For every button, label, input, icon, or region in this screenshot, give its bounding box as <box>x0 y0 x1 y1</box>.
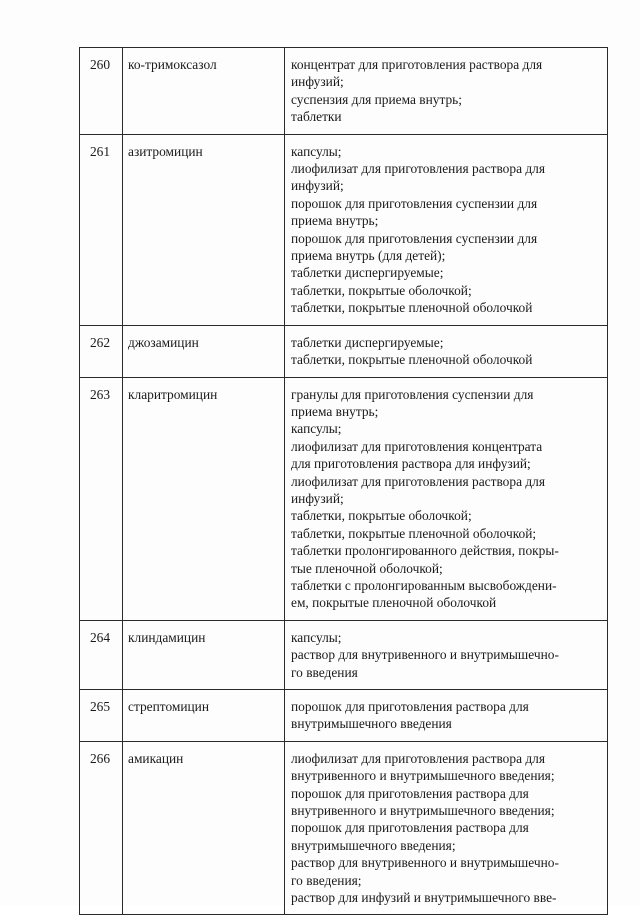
dosage-form-line: внутримышечного введения <box>291 716 452 732</box>
dosage-form-line: го введения <box>291 664 358 680</box>
dosage-form-line: порошок для приготовления раствора для <box>291 785 529 801</box>
drug-name: стрептомицин <box>123 690 285 742</box>
dosage-form-line: лиофилизат для приготовления раствора для <box>291 473 546 489</box>
dosage-form-line: капсулы; <box>291 629 342 645</box>
dosage-form-line: суспензия для приема внутрь; <box>291 91 463 107</box>
dosage-forms <box>285 741 608 915</box>
dosage-form-line: таблетки <box>291 109 342 125</box>
dosage-form-line: таблетки, покрытые оболочкой; <box>291 508 472 524</box>
dosage-form-line: раствор для внутривенного и внутримышечно- <box>291 855 559 871</box>
dosage-form-line: таблетки диспергируемые; <box>291 265 444 281</box>
dosage-form-line: порошок для приготовления суспензии для <box>291 230 538 246</box>
dosage-form-line: капсулы; <box>291 143 342 159</box>
drug-name: джозамицин <box>123 325 285 377</box>
dosage-form-line: внутримышечного введения; <box>291 837 456 853</box>
row-number: 263 <box>80 377 123 620</box>
dosage-forms <box>285 325 608 377</box>
dosage-form-line: инфузий; <box>291 178 344 194</box>
row-number: 261 <box>80 134 123 325</box>
dosage-form-line: порошок для приготовления раствора для <box>291 699 529 714</box>
dosage-form-line: раствор для инфузий и внутримышечного вве- <box>291 890 557 906</box>
dosage-form-line: таблетки диспергируемые; <box>291 334 444 350</box>
drug-name: амикацин <box>123 741 285 915</box>
drug-name: азитромицин <box>123 134 285 325</box>
dosage-forms <box>285 134 608 325</box>
table-row <box>80 48 608 135</box>
dosage-form-line: концентрат для приготовления раствора для <box>291 57 543 72</box>
medication-table <box>79 47 608 915</box>
table-row <box>80 620 608 689</box>
dosage-form-line: раствор для внутривенного и внутримышечно- <box>291 647 559 663</box>
table-row <box>80 690 608 742</box>
dosage-form-line: для приготовления раствора для инфузий; <box>291 456 531 472</box>
dosage-form-line: инфузий; <box>291 74 344 90</box>
table-row <box>80 741 608 915</box>
dosage-form-line: приема внутрь (для детей); <box>291 248 446 264</box>
dosage-form-line: гранулы для приготовления суспензии для <box>291 386 534 402</box>
dosage-form-line: таблетки с пролонгированным высвобождени- <box>291 577 557 593</box>
table-row <box>80 325 608 377</box>
dosage-form-line: лиофилизат для приготовления раствора для <box>291 750 546 766</box>
dosage-form-line: порошок для приготовления суспензии для <box>291 195 538 211</box>
row-number: 262 <box>80 325 123 377</box>
dosage-form-line: порошок для приготовления раствора для <box>291 820 529 836</box>
dosage-form-line: таблетки пролонгированного действия, покры- <box>291 543 559 559</box>
dosage-forms <box>285 48 608 135</box>
dosage-forms <box>285 620 608 689</box>
drug-name: кларитромицин <box>123 377 285 620</box>
dosage-form-line: внутривенного и внутримышечного введения; <box>291 803 555 819</box>
row-number: 260 <box>80 48 123 135</box>
dosage-form-line: внутривенного и внутримышечного введения; <box>291 768 555 784</box>
dosage-form-line: лиофилизат для приготовления раствора для <box>291 161 546 177</box>
table-row <box>80 134 608 325</box>
dosage-forms <box>285 377 608 620</box>
row-number: 264 <box>80 620 123 689</box>
dosage-form-line: ем, покрытые пленочной оболочкой <box>291 595 497 611</box>
dosage-form-line: го введения; <box>291 872 362 888</box>
dosage-form-line: лиофилизат для приготовления концентрата <box>291 438 543 454</box>
row-number: 265 <box>80 690 123 742</box>
dosage-form-line: таблетки, покрытые пленочной оболочкой <box>291 300 533 316</box>
dosage-form-line: таблетки, покрытые оболочкой; <box>291 282 472 298</box>
dosage-form-line: таблетки, покрытые пленочной оболочкой; <box>291 525 537 541</box>
drug-name: клиндамицин <box>123 620 285 689</box>
table-row <box>80 377 608 620</box>
dosage-form-line: капсулы; <box>291 421 342 437</box>
dosage-form-line: таблетки, покрытые пленочной оболочкой <box>291 352 533 368</box>
dosage-form-line: приема внутрь; <box>291 403 379 419</box>
drug-name: ко-тримоксазол <box>123 48 285 135</box>
row-number: 266 <box>80 741 123 915</box>
table-body <box>80 48 608 915</box>
dosage-form-line: тые пленочной оболочкой; <box>291 560 443 576</box>
dosage-forms <box>285 690 608 742</box>
dosage-form-line: инфузий; <box>291 490 344 506</box>
dosage-form-line: приема внутрь; <box>291 213 379 229</box>
